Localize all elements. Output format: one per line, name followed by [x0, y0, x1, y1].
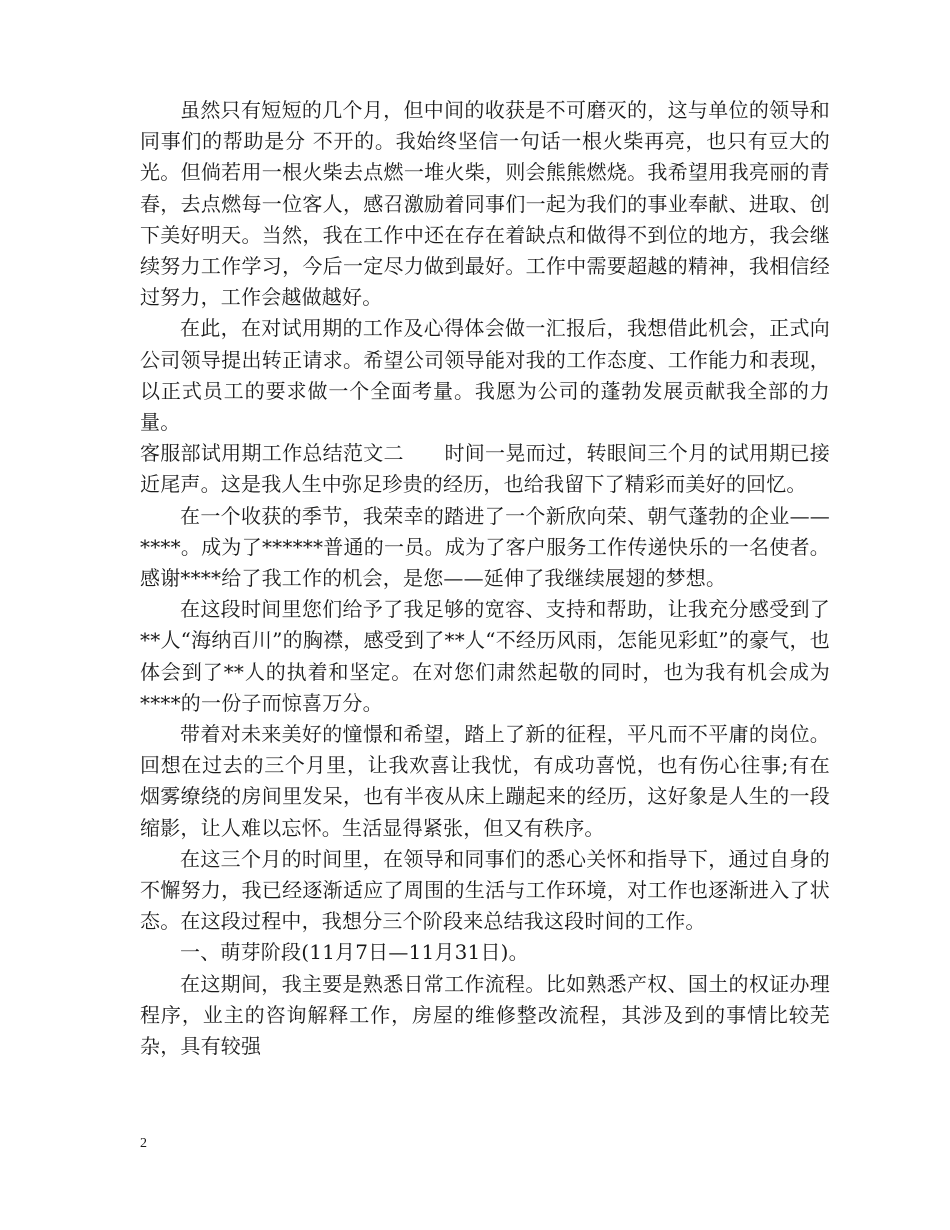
paragraph-1: 虽然只有短短的几个月，但中间的收获是不可磨灭的，这与单位的领导和同事们的帮助是分 不开的。我始终坚信一句话一根火柴再亮，也只有豆大的光。但倘若用一根火柴去点燃一堆火柴，则会熊熊燃烧。我希望用我亮丽的青春，去点燃每一位客人，感召激励着同事们一起为我们的事业奉献、进取、创下美好明天。当然，我在工作中还在存在着缺点和做得不到位的地方，我会继续努力工作学习，今后一定尽力做到最好。工作中需要超越的精神，我相信经过努力，工作会越做越好。 [140, 98, 830, 310]
page-number: 2 [140, 1136, 147, 1151]
paragraph-9: 在这期间，我主要是熟悉日常工作流程。比如熟悉产权、国土的权证办理程序，业主的咨询解释工作，房屋的维修整改流程，其涉及到的事情比较芜杂，具有较强 [140, 971, 830, 1059]
paragraph-6: 带着对未来美好的憧憬和希望，踏上了新的征程，平凡而不平庸的岗位。回想在过去的三个月里，让我欢喜让我忧，有成功喜悦，也有伤心往事;有在烟雾缭绕的房间里发呆，也有半夜从床上蹦起来的经历，这好象是人生的一段缩影，让人难以忘怀。生活显得紧张，但又有秩序。 [140, 722, 830, 840]
document-body [140, 95, 830, 1062]
paragraph-7: 在这三个月的时间里，在领导和同事们的悉心关怀和指导下，通过自身的不懈努力，我已经逐渐适应了周围的生活与工作环境，对工作也逐渐进入了状态。在这段过程中，我想分三个阶段来总结我这段时间的工作。 [140, 846, 830, 934]
paragraph-2: 在此，在对试用期的工作及心得体会做一汇报后，我想借此机会，正式向公司领导提出转正请求。希望公司领导能对我的工作态度、工作能力和表现，以正式员工的要求做一个全面考量。我愿为公司的蓬勃发展贡献我全部的力量。 [140, 316, 830, 435]
paragraph-4: 在一个收获的季节，我荣幸的踏进了一个新欣向荣、朝气蓬勃的企业——****。成为了******普通的一员。成为了客户服务工作传递快乐的一名使者。感谢****给了我工作的机会，是您——延伸了我继续展翅的梦想。 [140, 503, 830, 591]
stage-heading: 一、萌芽阶段(11月7日—11月31日)。 [180, 940, 529, 965]
paragraph-3-section-heading: 客服部试用期工作总结范文二 时间一晃而过，转眼间三个月的试用期已接近尾声。这是我人生中弥足珍贵的经历，也给我留下了精彩而美好的回忆。 [140, 441, 830, 497]
paragraph-5: 在这段时间里您们给予了我足够的宽容、支持和帮助，让我充分感受到了**人“海纳百川”的胸襟，感受到了**人“不经历风雨，怎能见彩虹”的豪气，也体会到了**人的执着和坚定。在对您们肃然起敬的同时，也为我有机会成为****的一份子而惊喜万分。 [140, 597, 830, 715]
